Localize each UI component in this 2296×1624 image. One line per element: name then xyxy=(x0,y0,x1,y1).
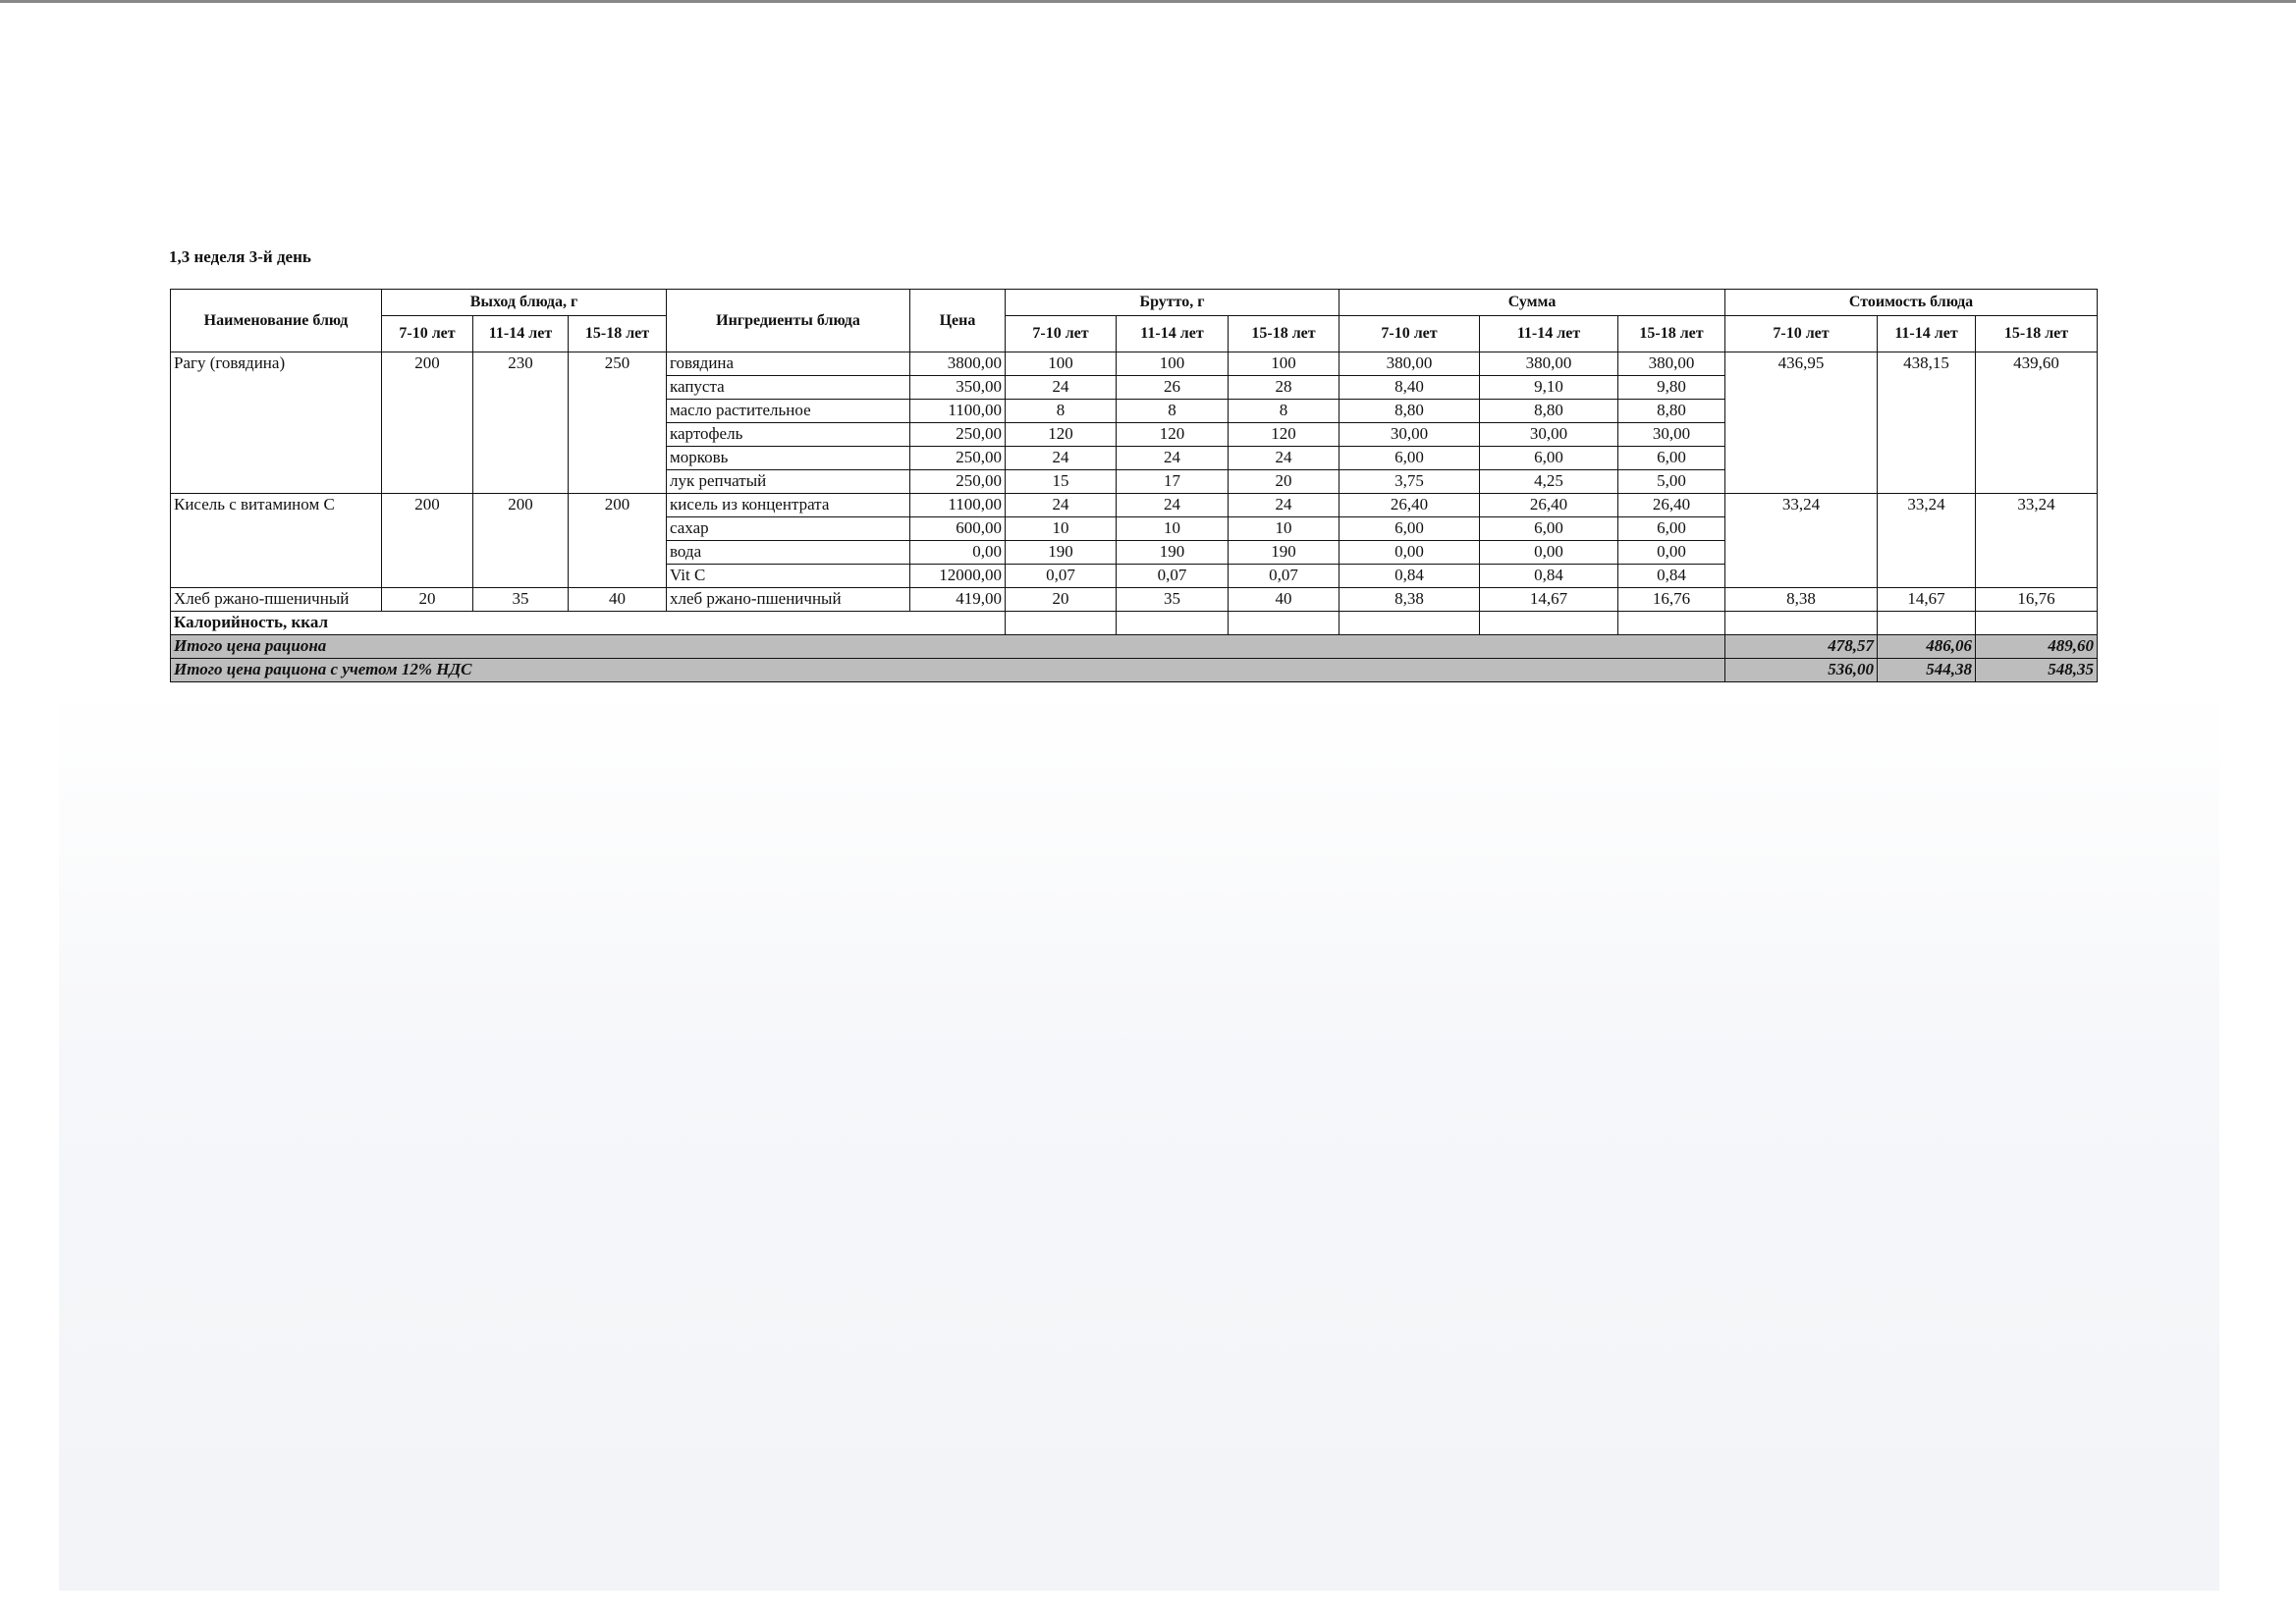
ingredient-sum: 380,00 xyxy=(1480,352,1618,376)
header-age: 11-14 лет xyxy=(1878,316,1976,352)
ingredient-sum: 0,84 xyxy=(1480,565,1618,588)
dish-name: Хлеб ржано-пшеничный xyxy=(171,588,382,612)
ingredient-gross: 40 xyxy=(1229,588,1339,612)
ingredient-sum: 4,25 xyxy=(1480,470,1618,494)
ingredient-name: кисель из концентрата xyxy=(667,494,910,517)
ingredient-price: 250,00 xyxy=(910,423,1006,447)
header-age: 11-14 лет xyxy=(473,316,569,352)
ingredient-sum: 6,00 xyxy=(1339,447,1480,470)
header-age: 7-10 лет xyxy=(1339,316,1480,352)
ingredient-price: 1100,00 xyxy=(910,494,1006,517)
ingredient-price: 350,00 xyxy=(910,376,1006,400)
calories-cell xyxy=(1229,612,1339,635)
ingredient-price: 600,00 xyxy=(910,517,1006,541)
ingredient-gross: 24 xyxy=(1006,447,1117,470)
header-dish-name: Наименование блюд xyxy=(171,290,382,352)
calories-cell xyxy=(1117,612,1229,635)
total-vat-value: 548,35 xyxy=(1976,659,2098,682)
ingredient-gross: 17 xyxy=(1117,470,1229,494)
table-row xyxy=(171,588,2098,612)
dish-cost: 33,24 xyxy=(1976,494,2098,588)
header-row-2 xyxy=(171,316,2098,352)
total-value: 486,06 xyxy=(1878,635,1976,659)
total-value: 489,60 xyxy=(1976,635,2098,659)
ingredient-gross: 100 xyxy=(1229,352,1339,376)
calories-cell xyxy=(1006,612,1117,635)
header-ingredients: Ингредиенты блюда xyxy=(667,290,910,352)
scan-top-edge xyxy=(0,0,2296,3)
ingredient-name: картофель xyxy=(667,423,910,447)
ingredient-sum: 6,00 xyxy=(1480,447,1618,470)
ingredient-gross: 24 xyxy=(1006,494,1117,517)
ingredient-sum: 9,80 xyxy=(1618,376,1725,400)
dish-cost: 438,15 xyxy=(1878,352,1976,494)
ingredient-sum: 8,40 xyxy=(1339,376,1480,400)
ingredient-gross: 100 xyxy=(1117,352,1229,376)
dish-yield: 250 xyxy=(569,352,667,494)
ingredient-gross: 24 xyxy=(1117,494,1229,517)
total-value: 478,57 xyxy=(1725,635,1878,659)
ingredient-sum: 6,00 xyxy=(1618,447,1725,470)
ingredient-gross: 0,07 xyxy=(1229,565,1339,588)
ingredient-name: хлеб ржано-пшеничный xyxy=(667,588,910,612)
ingredient-sum: 16,76 xyxy=(1618,588,1725,612)
dish-yield: 200 xyxy=(382,352,473,494)
header-price: Цена xyxy=(910,290,1006,352)
ingredient-sum: 6,00 xyxy=(1339,517,1480,541)
header-age: 7-10 лет xyxy=(1725,316,1878,352)
ingredient-gross: 120 xyxy=(1229,423,1339,447)
ingredient-gross: 120 xyxy=(1117,423,1229,447)
ingredient-sum: 0,00 xyxy=(1618,541,1725,565)
ingredient-sum: 0,00 xyxy=(1339,541,1480,565)
ingredient-sum: 30,00 xyxy=(1480,423,1618,447)
calories-row xyxy=(171,612,2098,635)
ingredient-name: масло растительное xyxy=(667,400,910,423)
dish-cost: 8,38 xyxy=(1725,588,1878,612)
ingredient-gross: 20 xyxy=(1229,470,1339,494)
ingredient-gross: 26 xyxy=(1117,376,1229,400)
ingredient-sum: 30,00 xyxy=(1339,423,1480,447)
dish-yield: 20 xyxy=(382,588,473,612)
ingredient-gross: 8 xyxy=(1006,400,1117,423)
total-vat-value: 536,00 xyxy=(1725,659,1878,682)
dish-cost: 16,76 xyxy=(1976,588,2098,612)
dish-yield: 40 xyxy=(569,588,667,612)
ingredient-sum: 6,00 xyxy=(1480,517,1618,541)
ingredient-gross: 190 xyxy=(1229,541,1339,565)
ingredient-sum: 9,10 xyxy=(1480,376,1618,400)
ingredient-sum: 5,00 xyxy=(1618,470,1725,494)
header-age: 15-18 лет xyxy=(1229,316,1339,352)
ingredient-gross: 8 xyxy=(1229,400,1339,423)
dish-yield: 35 xyxy=(473,588,569,612)
ingredient-price: 250,00 xyxy=(910,447,1006,470)
ingredient-sum: 6,00 xyxy=(1618,517,1725,541)
calories-cell xyxy=(1480,612,1618,635)
dish-yield: 200 xyxy=(569,494,667,588)
ingredient-sum: 26,40 xyxy=(1480,494,1618,517)
ingredient-gross: 20 xyxy=(1006,588,1117,612)
table-row xyxy=(171,352,2098,376)
calories-cell xyxy=(1618,612,1725,635)
ingredient-name: капуста xyxy=(667,376,910,400)
header-row-1 xyxy=(171,290,2098,316)
dish-cost: 436,95 xyxy=(1725,352,1878,494)
dish-yield: 200 xyxy=(382,494,473,588)
header-age: 11-14 лет xyxy=(1480,316,1618,352)
ingredient-gross: 35 xyxy=(1117,588,1229,612)
ingredient-sum: 26,40 xyxy=(1339,494,1480,517)
dish-cost: 33,24 xyxy=(1878,494,1976,588)
total-label: Итого цена рациона xyxy=(171,635,1725,659)
ingredient-price: 250,00 xyxy=(910,470,1006,494)
ingredient-sum: 3,75 xyxy=(1339,470,1480,494)
ingredient-sum: 8,38 xyxy=(1339,588,1480,612)
ingredient-name: Vit C xyxy=(667,565,910,588)
ingredient-sum: 0,00 xyxy=(1480,541,1618,565)
header-sum: Сумма xyxy=(1339,290,1725,316)
ingredient-gross: 100 xyxy=(1006,352,1117,376)
header-age: 15-18 лет xyxy=(569,316,667,352)
ingredient-price: 1100,00 xyxy=(910,400,1006,423)
ingredient-gross: 10 xyxy=(1117,517,1229,541)
ingredient-gross: 190 xyxy=(1006,541,1117,565)
ingredient-gross: 24 xyxy=(1229,494,1339,517)
header-dish-cost: Стоимость блюда xyxy=(1725,290,2098,316)
ingredient-price: 0,00 xyxy=(910,541,1006,565)
dish-yield: 230 xyxy=(473,352,569,494)
calories-cell xyxy=(1725,612,1878,635)
ingredient-gross: 24 xyxy=(1006,376,1117,400)
calories-cell xyxy=(1976,612,2098,635)
ingredient-gross: 15 xyxy=(1006,470,1117,494)
header-age: 11-14 лет xyxy=(1117,316,1229,352)
ingredient-sum: 8,80 xyxy=(1618,400,1725,423)
calories-cell xyxy=(1339,612,1480,635)
ingredient-sum: 26,40 xyxy=(1618,494,1725,517)
ingredient-price: 419,00 xyxy=(910,588,1006,612)
ingredient-sum: 380,00 xyxy=(1618,352,1725,376)
ingredient-gross: 10 xyxy=(1006,517,1117,541)
dish-yield: 200 xyxy=(473,494,569,588)
ingredient-price: 12000,00 xyxy=(910,565,1006,588)
ingredient-gross: 24 xyxy=(1117,447,1229,470)
ingredient-gross: 28 xyxy=(1229,376,1339,400)
total-vat-value: 544,38 xyxy=(1878,659,1976,682)
header-gross: Брутто, г xyxy=(1006,290,1339,316)
ingredient-sum: 380,00 xyxy=(1339,352,1480,376)
header-age: 15-18 лет xyxy=(1976,316,2098,352)
ingredient-name: вода xyxy=(667,541,910,565)
header-yield: Выход блюда, г xyxy=(382,290,667,316)
ingredient-sum: 14,67 xyxy=(1480,588,1618,612)
menu-cost-table xyxy=(170,289,2098,682)
header-age: 7-10 лет xyxy=(1006,316,1117,352)
ingredient-gross: 120 xyxy=(1006,423,1117,447)
ingredient-gross: 8 xyxy=(1117,400,1229,423)
ingredient-sum: 30,00 xyxy=(1618,423,1725,447)
dish-cost: 14,67 xyxy=(1878,588,1976,612)
header-age: 7-10 лет xyxy=(382,316,473,352)
ingredient-name: говядина xyxy=(667,352,910,376)
ingredient-sum: 8,80 xyxy=(1339,400,1480,423)
dish-name: Кисель с витамином С xyxy=(171,494,382,588)
ingredient-gross: 10 xyxy=(1229,517,1339,541)
total-vat-row xyxy=(171,659,2098,682)
ingredient-sum: 8,80 xyxy=(1480,400,1618,423)
ingredient-sum: 0,84 xyxy=(1618,565,1725,588)
ingredient-gross: 0,07 xyxy=(1117,565,1229,588)
header-age: 15-18 лет xyxy=(1618,316,1725,352)
ingredient-sum: 0,84 xyxy=(1339,565,1480,588)
total-vat-label: Итого цена рациона с учетом 12% НДС xyxy=(171,659,1725,682)
ingredient-gross: 0,07 xyxy=(1006,565,1117,588)
total-row xyxy=(171,635,2098,659)
calories-cell xyxy=(1878,612,1976,635)
ingredient-name: морковь xyxy=(667,447,910,470)
table-row xyxy=(171,494,2098,517)
dish-cost: 439,60 xyxy=(1976,352,2098,494)
ingredient-name: лук репчатый xyxy=(667,470,910,494)
calories-label: Калорийность, ккал xyxy=(171,612,1006,635)
dish-cost: 33,24 xyxy=(1725,494,1878,588)
dish-name: Рагу (говядина) xyxy=(171,352,382,494)
ingredient-name: сахар xyxy=(667,517,910,541)
scan-shading xyxy=(59,687,2219,1591)
ingredient-gross: 24 xyxy=(1229,447,1339,470)
document-title: 1,3 неделя 3-й день xyxy=(169,247,311,266)
ingredient-gross: 190 xyxy=(1117,541,1229,565)
ingredient-price: 3800,00 xyxy=(910,352,1006,376)
